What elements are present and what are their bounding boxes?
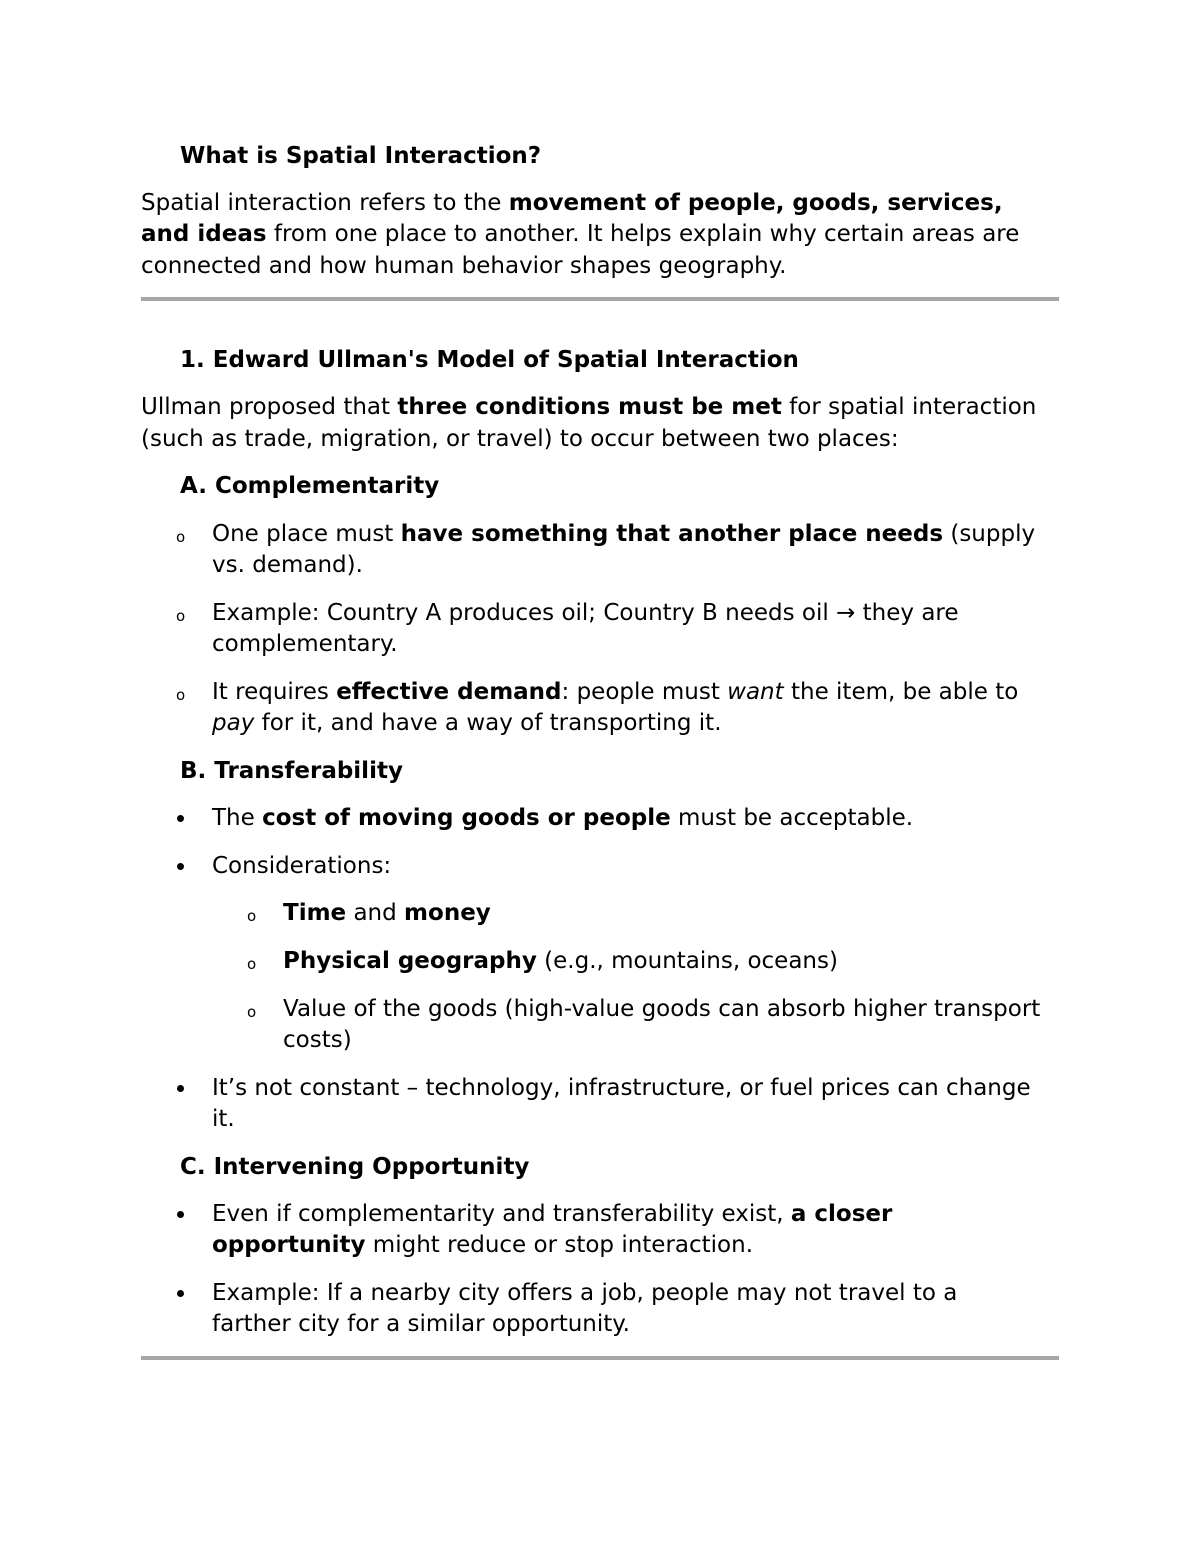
body-text: costs) — [283, 1027, 352, 1053]
body-text: It’s not constant – technology, infrastructure, or fuel prices can change — [212, 1075, 1031, 1101]
bullet-dot-icon — [177, 1211, 184, 1218]
body-bold: Time — [283, 900, 347, 926]
body-text: vs. demand). — [212, 552, 363, 578]
list-item — [212, 1198, 892, 1230]
body-italic: want — [727, 679, 784, 705]
body-bold: cost of moving goods or people — [262, 805, 671, 831]
sub-list-item — [283, 897, 491, 929]
body-bold: money — [404, 900, 491, 926]
list-item-continuation — [212, 1103, 235, 1135]
body-bold: three conditions must be met — [397, 394, 782, 420]
hollow-bullet-icon: o — [247, 907, 257, 925]
body-text: complementary. — [212, 631, 398, 657]
intro-text: connected and how human behavior shapes geography. — [141, 253, 787, 279]
list-item — [212, 850, 391, 882]
list-item — [212, 1072, 1031, 1104]
body-text: (e.g., mountains, oceans) — [536, 948, 838, 974]
list-item-continuation — [212, 1308, 630, 1340]
hollow-bullet-icon: o — [176, 607, 186, 625]
bullet-dot-icon — [177, 863, 184, 870]
list-item-continuation — [212, 707, 722, 739]
list-item-continuation — [212, 628, 398, 660]
body-text: and — [346, 900, 405, 926]
list-item — [212, 597, 959, 629]
bullet-dot-icon — [177, 815, 184, 822]
body-bold: a closer — [790, 1201, 893, 1227]
body-text: The — [212, 805, 263, 831]
section-heading-text: A. Complementarity — [180, 473, 440, 499]
sub-list-item-continuation — [283, 1024, 352, 1056]
intro-text: from one place to another. It helps explain why certain areas are — [266, 221, 1020, 247]
list-item — [212, 802, 913, 834]
body-text: Even if complementarity and transferability exist, — [212, 1201, 791, 1227]
bullet-dot-icon — [177, 1290, 184, 1297]
body-text: Example: Country A produces oil; Country B needs oil → they are — [212, 600, 959, 626]
list-item — [212, 1277, 957, 1309]
hollow-bullet-icon: o — [176, 686, 186, 704]
body-text: might reduce or stop interaction. — [365, 1232, 754, 1258]
body-bold: have something that another place needs — [400, 521, 944, 547]
body-text: Considerations: — [212, 853, 392, 879]
body-text: (such as trade, migration, or travel) to occur between two places: — [141, 426, 899, 452]
list-item — [212, 676, 1018, 708]
body-bold: Physical geography — [283, 948, 537, 974]
list-item-continuation — [212, 549, 363, 581]
body-text: must be acceptable. — [670, 805, 914, 831]
hollow-bullet-icon: o — [247, 955, 257, 973]
body-text: (supply — [943, 521, 1036, 547]
body-text: Ullman proposed that — [141, 394, 398, 420]
body-bold: effective demand — [336, 679, 562, 705]
divider — [141, 297, 1059, 301]
list-item — [212, 518, 1035, 550]
intro-bold: and ideas — [141, 221, 267, 247]
body-bold: opportunity — [212, 1232, 366, 1258]
body-text: One place must — [212, 521, 401, 547]
intro-line-2 — [141, 218, 1019, 250]
section-b-heading — [180, 755, 403, 787]
body-text: It requires — [212, 679, 337, 705]
body-text: Value of the goods (high-value goods can absorb higher transport — [283, 996, 1041, 1022]
list-item-continuation — [212, 1229, 753, 1261]
section-1-intro-line-2 — [141, 423, 899, 455]
section-1-intro-line-1 — [141, 391, 1036, 423]
sub-list-item — [283, 993, 1040, 1025]
intro-text: Spatial interaction refers to the — [141, 190, 509, 216]
page-title-text: What is Spatial Interaction? — [180, 143, 542, 169]
body-italic: pay — [212, 710, 255, 736]
section-heading-text: 1. Edward Ullman's Model of Spatial Interaction — [180, 347, 799, 373]
body-text: : people must — [561, 679, 728, 705]
hollow-bullet-icon: o — [247, 1003, 257, 1021]
sub-list-item — [283, 945, 838, 977]
bullet-dot-icon — [177, 1085, 184, 1092]
intro-bold: movement of people, goods, services, — [508, 190, 1003, 216]
body-text: it. — [212, 1106, 235, 1132]
body-text: for it, and have a way of transporting it. — [254, 710, 722, 736]
page-title — [180, 140, 541, 172]
section-c-heading — [180, 1151, 529, 1183]
hollow-bullet-icon: o — [176, 528, 186, 546]
body-text: the item, be able to — [783, 679, 1019, 705]
divider — [141, 1356, 1059, 1360]
body-text: for spatial interaction — [781, 394, 1037, 420]
body-text: farther city for a similar opportunity. — [212, 1311, 630, 1337]
intro-line-1 — [141, 187, 1003, 219]
section-heading-text: C. Intervening Opportunity — [180, 1154, 530, 1180]
section-a-heading — [180, 470, 439, 502]
body-text: Example: If a nearby city offers a job, people may not travel to a — [212, 1280, 958, 1306]
section-heading-text: B. Transferability — [180, 758, 403, 784]
section-1-heading — [180, 344, 799, 376]
intro-line-3 — [141, 250, 786, 282]
